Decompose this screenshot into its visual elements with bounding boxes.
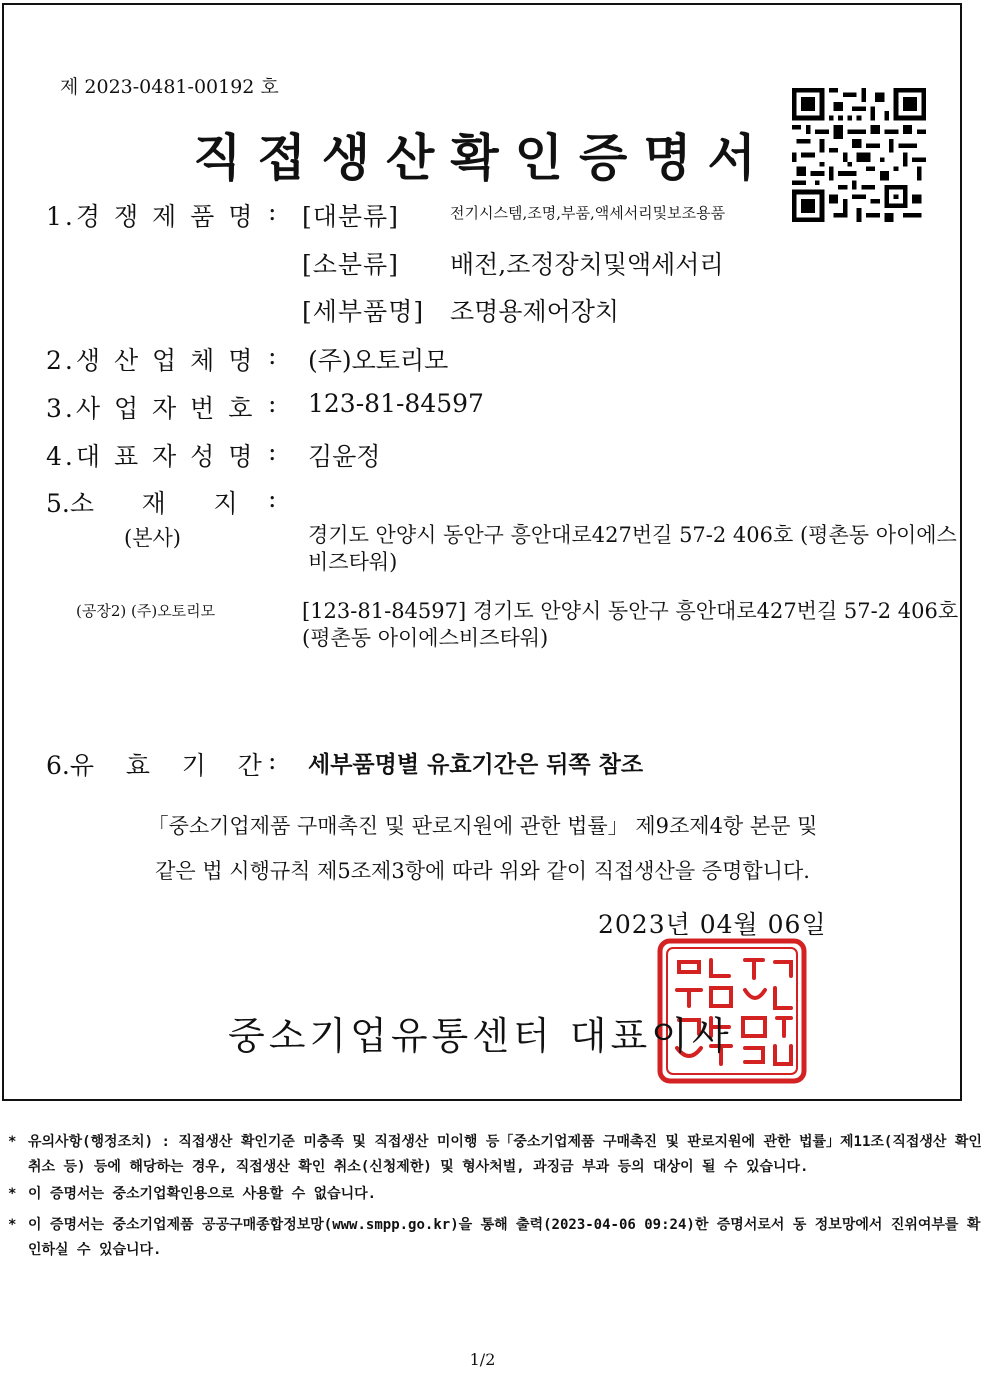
company-colon: : (268, 341, 277, 370)
detail-product-label: [세부품명] (302, 297, 425, 326)
validity-value: 세부품명별 유효기간은 뒤쪽 참조 (308, 752, 644, 778)
representative-value: 김윤정 (308, 442, 381, 471)
representative-colon: : (268, 437, 277, 466)
hq-label: (본사) (124, 526, 181, 550)
minor-category-label: [소분류] (302, 250, 399, 279)
certificate-title: 직접생산확인증명서 (193, 128, 772, 187)
location-colon: : (268, 484, 277, 513)
detail-product-value: 조명용제어장치 (450, 297, 620, 326)
major-category-label: [대분류] (302, 202, 399, 231)
business-number-value: 123-81-84597 (308, 389, 484, 418)
note-item (8, 1182, 993, 1207)
location-label: 5.소 재 지 (46, 489, 238, 518)
product-colon: : (268, 197, 277, 226)
statement-line-1: 「중소기업제품 구매촉진 및 판로지원에 관한 법률」 제9조제4항 본문 및 (147, 814, 818, 838)
representative-label: 4.대 표 자 성 명 (46, 442, 256, 471)
company-label: 2.생 산 업 체 명 (46, 346, 256, 375)
note-item (8, 1213, 993, 1263)
issuer-name: 중소기업유통센터 대표이사 (228, 1014, 733, 1058)
statement-line-2: 같은 법 시행규칙 제5조제3항에 따라 위와 같이 직접생산을 증명합니다. (155, 859, 810, 883)
note-bullet: * (8, 1217, 17, 1233)
note-bullet: * (8, 1134, 17, 1150)
note-text: 이 증명서는 중소기업확인용으로 사용할 수 없습니다. (28, 1186, 377, 1202)
note-item (8, 1130, 993, 1180)
note-text: 유의사항(행정조치) : 직접생산 확인기준 미충족 및 직접생산 미이행 등「중소기업제품 구매촉진 및 판로지원에 관한 법률」제11조(직접생산 확인 취소 등) 등에 해당하는 경우, 직접생산 확인 취소(신청제한) 및 형사처벌, 과징금 부과 등의 대상이 될 수 있습니다. (28, 1134, 982, 1175)
note-bullet: * (8, 1186, 17, 1202)
major-category-value: 전기시스템,조명,부품,액세서리및보조용품 (450, 204, 726, 222)
factory-label: (공장2) (주)오토리모 (76, 602, 216, 620)
note-text: 이 증명서는 중소기업제품 공공구매종합정보망(www.smpp.go.kr)을 통해 출력(2023-04-06 09:24)한 증명서로서 동 정보망에서 진위여부를 확인하실 수 있습니다. (28, 1217, 981, 1258)
issue-date: 2023년 04월 06일 (598, 910, 827, 939)
validity-label: 6.유 효 기 간 (46, 751, 262, 780)
hq-address: 경기도 안양시 동안구 흥안대로427번길 57-2 406호 (평촌동 아이에스비즈타워) (308, 523, 957, 574)
business-number-label: 3.사 업 자 번 호 (46, 394, 256, 423)
page-number: 1/2 (469, 1350, 496, 1369)
company-value: (주)오토리모 (308, 346, 449, 375)
factory-address: [123-81-84597] 경기도 안양시 동안구 흥안대로427번길 57-2 406호 (평촌동 아이에스비즈타워) (302, 599, 959, 650)
notes-section (8, 1130, 993, 1265)
certificate-number: 제 2023-0481-00192 호 (60, 76, 279, 98)
qr-code-icon (792, 88, 926, 222)
business-number-colon: : (268, 389, 277, 418)
minor-category-value: 배전,조정장치및액세서리 (450, 250, 724, 279)
product-label: 1.경 쟁 제 품 명 (46, 202, 256, 231)
validity-colon: : (268, 746, 277, 775)
